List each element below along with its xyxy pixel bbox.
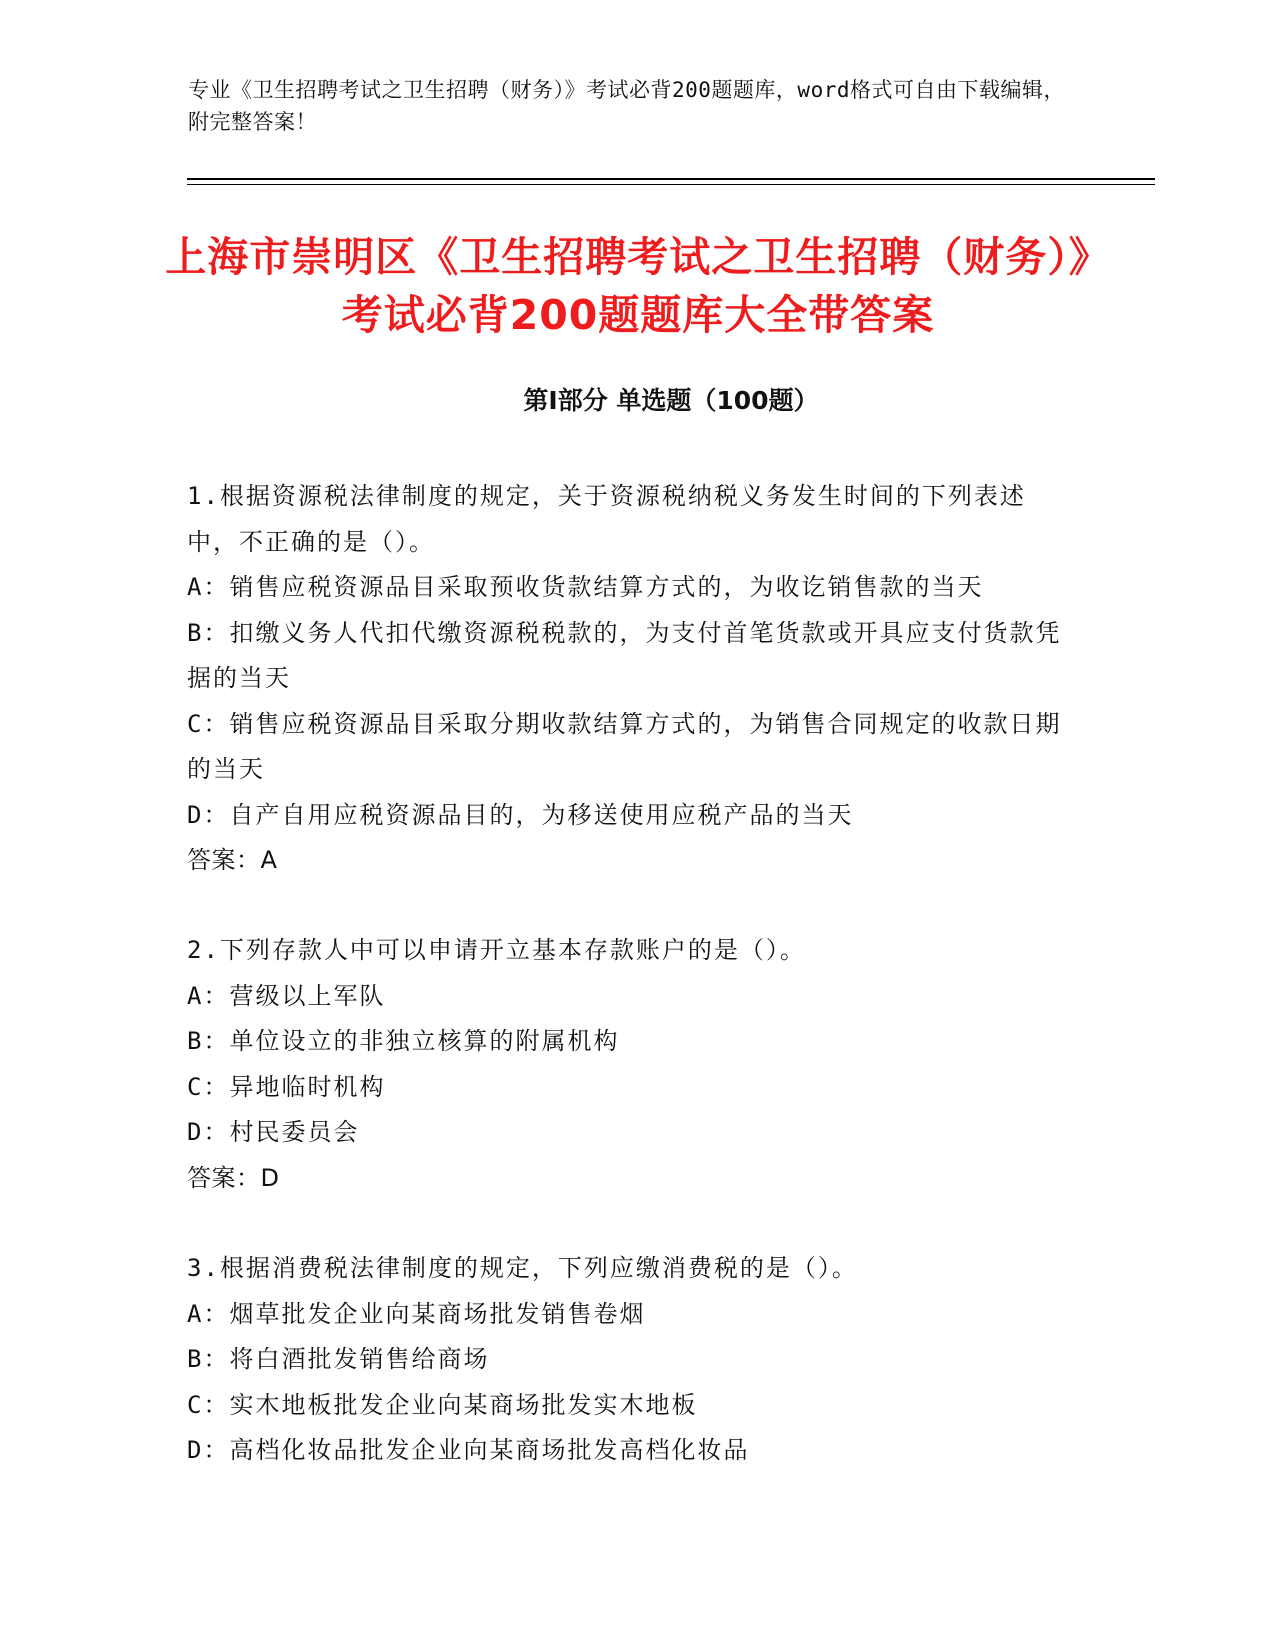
option-c: C：异地临时机构 — [187, 1072, 386, 1101]
option-d: D：高档化妆品批发企业向某商场批发高档化妆品 — [187, 1436, 750, 1464]
header-rule-thick — [187, 178, 1155, 180]
header-note: 专业《卫生招聘考试之卫生招聘（财务）》考试必背200题题库，word格式可自由下载编辑，附完整答案！ — [188, 78, 1065, 134]
option-b: B：将白酒批发销售给商场 — [187, 1345, 490, 1373]
question-stem: 1.根据资源税法律制度的规定，关于资源税纳税义务发生时间的下列表述中，不正确的是（）。 — [187, 482, 1026, 556]
header-rule-thin — [187, 184, 1155, 185]
option-d: D：自产自用应税资源品目的，为移送使用应税产品的当天 — [187, 800, 854, 829]
option-b: B：单位设立的非独立核算的附属机构 — [187, 1027, 620, 1055]
option-c: C：实木地板批发企业向某商场批发实木地板 — [187, 1390, 698, 1419]
answer: 答案：D — [187, 1163, 280, 1192]
option-a: A：营级以上军队 — [187, 981, 386, 1010]
question-2 — [187, 928, 1067, 1201]
question-stem: 3.根据消费税法律制度的规定，下列应缴消费税的是（）。 — [187, 1254, 858, 1282]
option-b: B：扣缴义务人代扣代缴资源税税款的，为支付首笔货款或开具应支付货款凭据的当天 — [187, 618, 1062, 692]
question-1 — [187, 474, 1067, 884]
option-d: D：村民委员会 — [187, 1118, 360, 1146]
document-title: 上海市崇明区《卫生招聘考试之卫生招聘（财务）》考试必背200题题库大全带答案 — [165, 233, 1111, 339]
answer: 答案：A — [187, 846, 278, 874]
section-heading: 第Ⅰ部分 单选题（100题） — [523, 386, 819, 415]
option-c: C：销售应税资源品目采取分期收款结算方式的，为销售合同规定的收款日期的当天 — [187, 709, 1062, 783]
option-a: A：烟草批发企业向某商场批发销售卷烟 — [187, 1299, 646, 1328]
question-3 — [187, 1246, 1067, 1474]
option-a: A：销售应税资源品目采取预收货款结算方式的，为收讫销售款的当天 — [187, 573, 984, 601]
question-stem: 2.下列存款人中可以申请开立基本存款账户的是（）。 — [187, 936, 806, 964]
